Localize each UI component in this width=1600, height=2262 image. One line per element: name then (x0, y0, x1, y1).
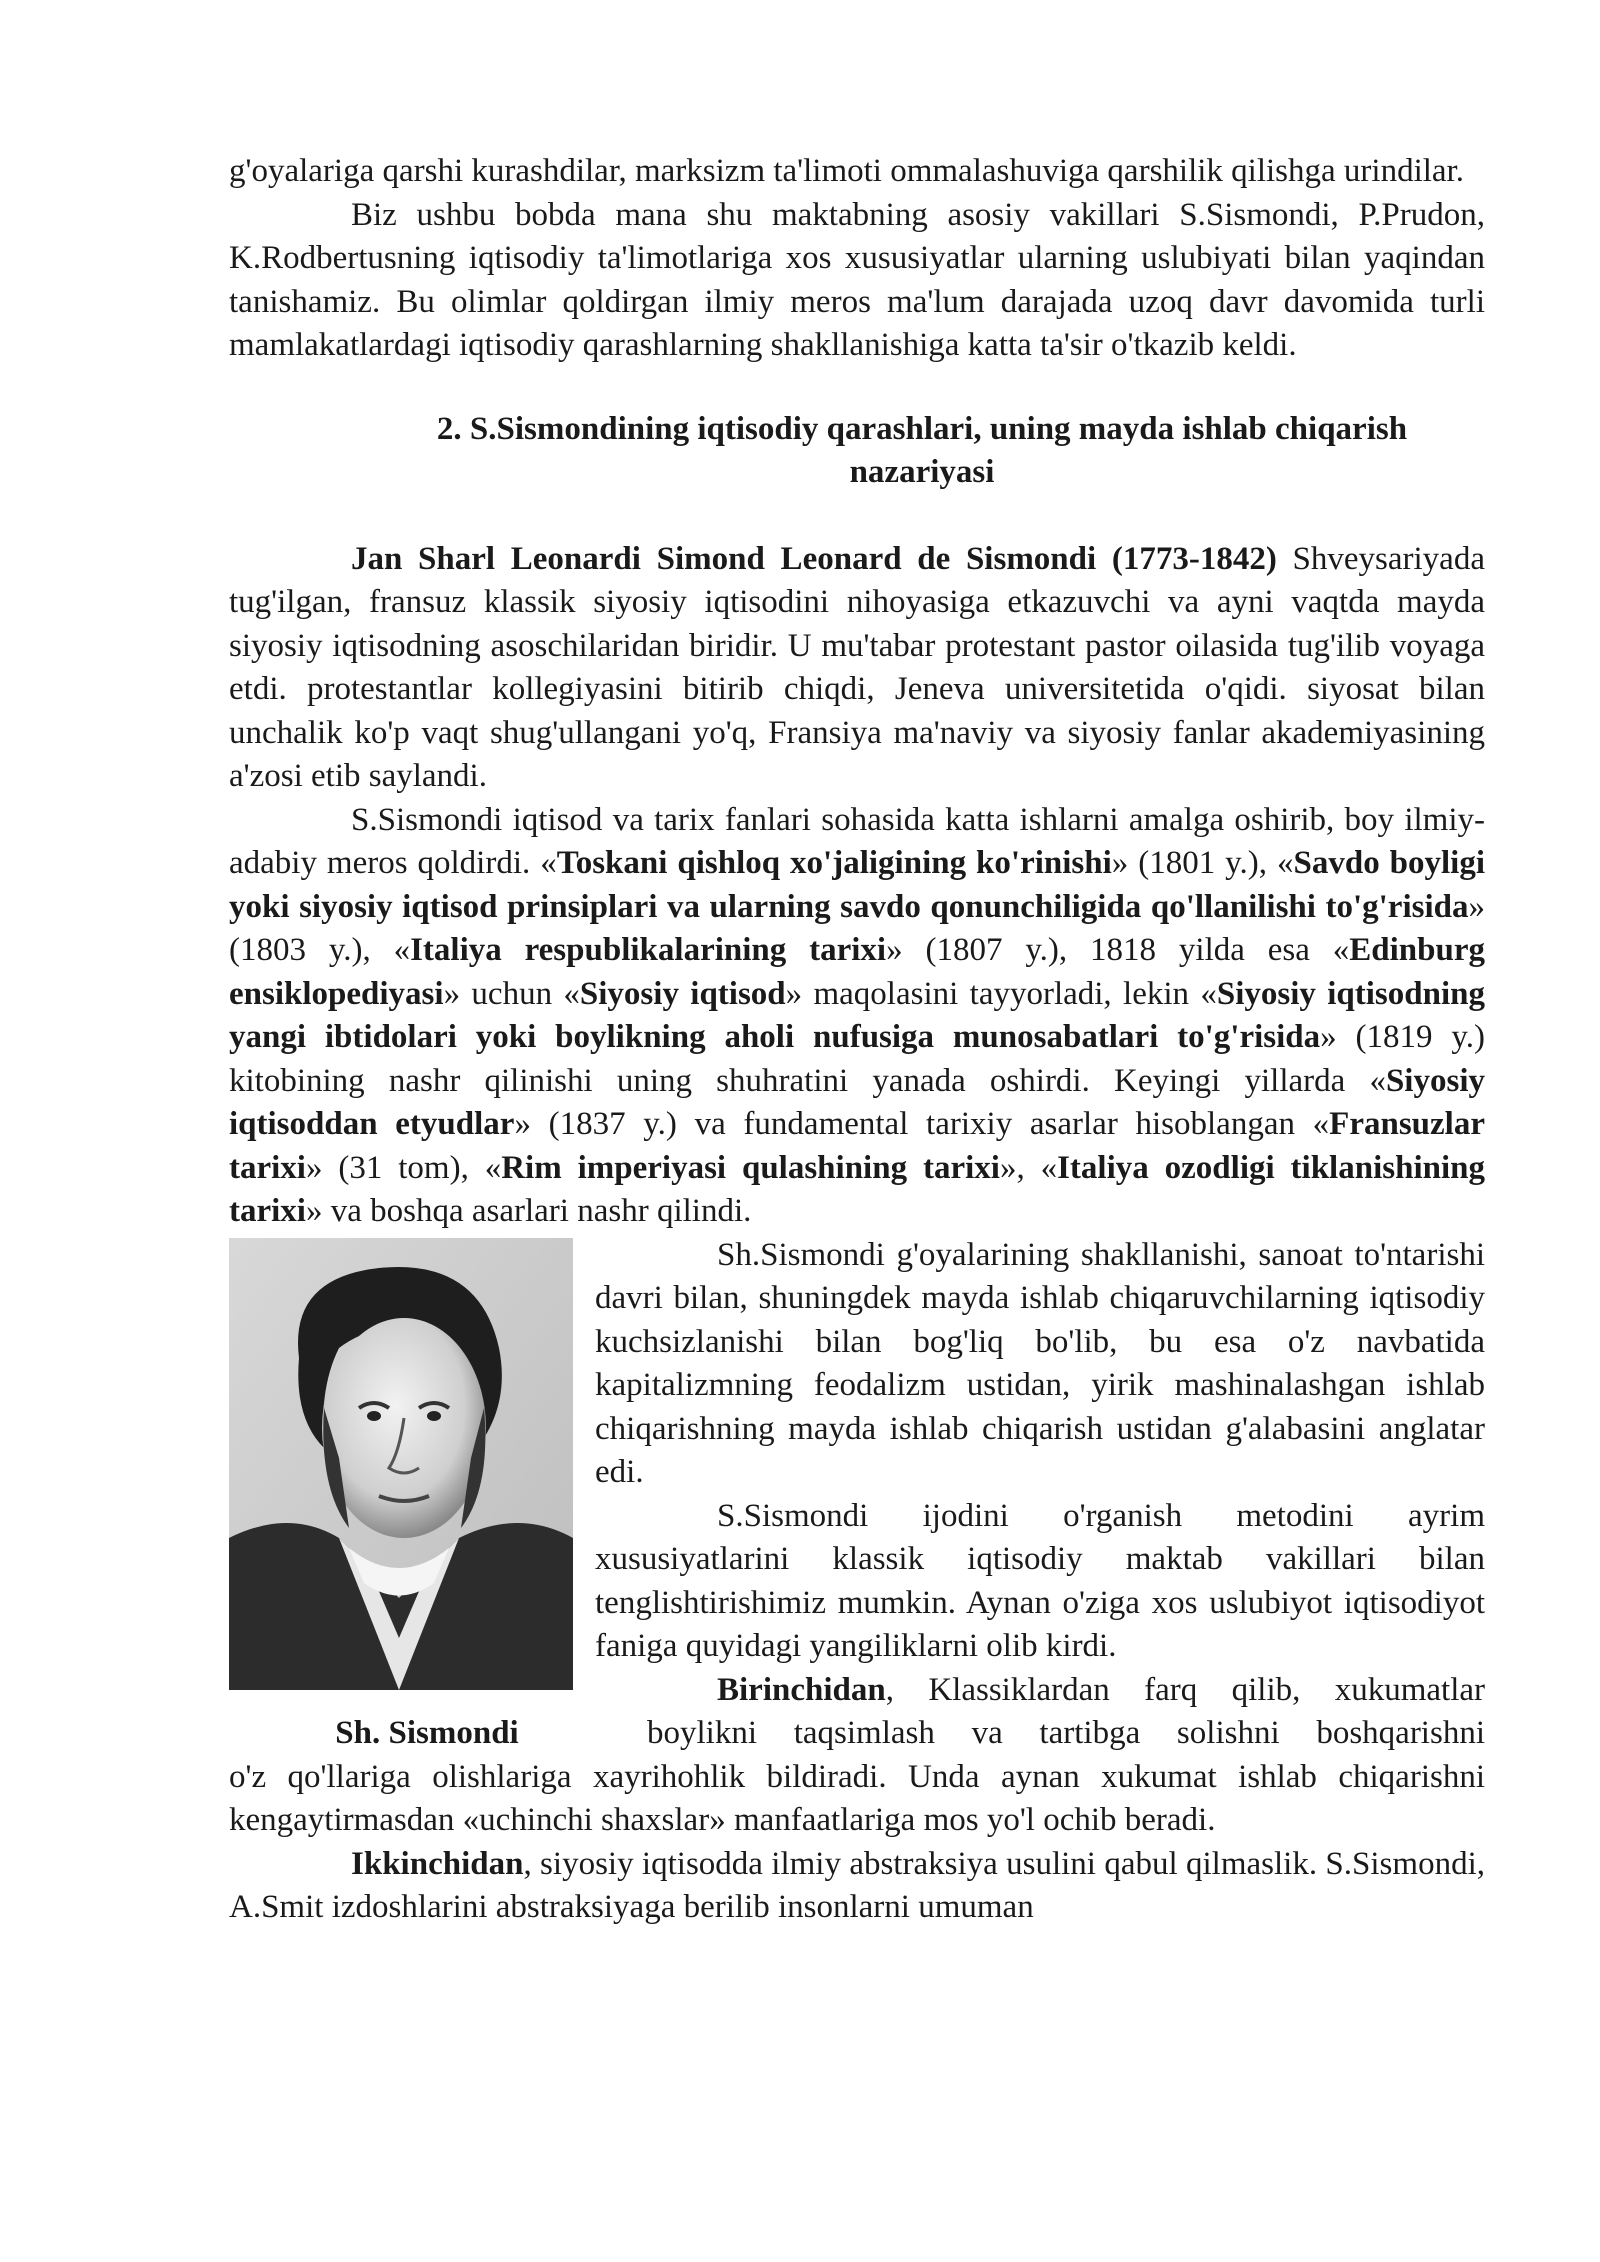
section-heading-line1: 2. S.Sismondining iqtisodiy qarashlari, uning mayda ishlab chiqarish (436, 410, 1408, 447)
paragraph-ideas-formation: Sh.Sismondi g'oyalarining shakllanishi, sanoat to'ntarishi davri bilan, shuningdek mayda ishlab chiqaruvchilarning iqtisodiy kuchsizlanishi bilan bog'liq bo'lib, bu esa o'z navbatida kapitalizmning feodalizm ustidan, yirik mashinalashgan ishlab chiqarishning mayda ishlab chiqarish ustidan g'alabasini anglatar edi. (595, 1236, 1485, 1490)
work-title: Siyosiy iqtisoddan etyudlar (229, 1062, 1485, 1142)
paragraph-first-point-cont: o'z qo'llariga olishlariga xayrihohlik bildiradi. Unda aynan xukumat ishlab chiqarishni kengaytirmasdan «uchinchi shaxslar» manfaatlariga mos yo'l ochib beradi. (229, 1758, 1485, 1838)
second-point-label: Ikkinchidan (351, 1845, 524, 1882)
first-point-continuation: boylikni taqsimlash va tartibga solishni boshqarishni (647, 1715, 1485, 1751)
portrait-image (229, 1238, 573, 1690)
work-title: Fransuzlar tarixi (229, 1106, 1485, 1186)
section-heading-line2: nazariyasi (849, 454, 995, 490)
paragraph-method: S.Sismondi ijodini o'rganish metodini ayrim xususiyatlarini klassik iqtisodiy maktab vakillari bilan tenglishtirishimiz mumkin. Aynan o'ziga xos uslubiyot iqtisodiyot faniga quyidagi yangiliklarni olib kirdi. (595, 1497, 1485, 1664)
document-page (229, 150, 1485, 1930)
work-title: Italiya respublikalarining tarixi (410, 932, 887, 968)
work-title: Savdo boyligi yoki siyosiy iqtisod prinsiplari va ularning savdo qonunchiligida qo'llanilishi to'g'risida (229, 845, 1486, 925)
work-title: Siyosiy iqtisodning yangi ibtidolari yoki boylikning aholi nufusiga munosabatlari to'g'risida (229, 975, 1485, 1055)
paragraph-intro: g'oyalariga qarshi kurashdilar, marksizm ta'limoti ommalashuviga qarshilik qilishga urindilar. (229, 153, 1464, 189)
work-title: Toskani qishloq xo'jaligining ko'rinishi (556, 845, 1112, 881)
caption-line (229, 1712, 1485, 1756)
portrait-caption: Sh. Sismondi (335, 1715, 519, 1751)
paragraph-first-point: Birinchidan, Klassiklardan farq qilib, xukumatlar (717, 1671, 1485, 1708)
work-title: Italiya ozodligi tiklanishining tarixi (229, 1149, 1485, 1229)
portrait-sismondi (229, 1238, 573, 1690)
paragraph-biography (229, 538, 1485, 799)
paragraph-chapter-overview: Biz ushbu bobda mana shu maktabning asosiy vakillari S.Sismondi, P.Prudon, K.Rodbertusning iqtisodiy ta'limotlariga xos xususiyatlar ularning uslubiyati bilan yaqindan tanishamiz. Bu olimlar qoldirgan ilmiy meros ma'lum darajada uzoq davr davomida turli mamlakatlardagi iqtisodiy qarashlarning shakllanishiga katta ta'sir o'tkazib keldi. (229, 196, 1485, 363)
bio-text: Shveysariyada tug'ilgan, fransuz klassik siyosiy iqtisodini nihoyasiga etkazuvchi va ayni vaqtda mayda siyosiy iqtisodning asoschilaridan biridir. U mu'tabar protestant pastor oilasida tug'ilib voyaga etdi. protestantlar kollegiyasini bitirib chiqdi, Jeneva universitetida o'qidi. siyosat bilan unchalik ko'p vaqt shug'ullangani yo'q, Fransiya ma'naviy va siyosiy fanlar akademiyasining a'zosi etib saylandi. (229, 540, 1485, 794)
work-title: Edinburg ensiklopediyasi (229, 932, 1485, 1012)
work-title: Rim imperiyasi qulashining tarixi (501, 1149, 1000, 1186)
first-point-label: Birinchidan (717, 1671, 886, 1708)
bio-name: Jan Sharl Leonardi Simond Leonard de Sismondi (1773-1842) (351, 540, 1277, 577)
section-heading (229, 408, 1485, 495)
paragraph-second-point: Ikkinchidan, siyosiy iqtisodda ilmiy abstraksiya usulini qabul qilmaslik. S.Sismondi, A.Smit izdoshlarini abstraksiyaga berilib insonlarni umuman (229, 1845, 1485, 1925)
work-title: Siyosiy iqtisod (579, 975, 786, 1012)
paragraph-works: S.Sismondi iqtisod va tarix fanlari sohasida katta ishlarni amalga oshirib, boy ilmiy-adabiy meros qoldirdi. «Toskani qishloq xo'jaligining ko'rinishi» (1801 y.), «Savdo boyligi yoki siyosiy iqtisod prinsiplari va ularning savdo qonunchiligida qo'llanilishi to'g'risida» (1803 y.), «Italiya respublikalarining tarixi» (1807 y.), 1818 yilda esa «Edinburg ensiklopediyasi» uchun «Siyosiy iqtisod» maqolasini tayyorladi, lekin «Siyosiy iqtisodning yangi ibtidolari yoki boylikning aholi nufusiga munosabatlari to'g'risida» (1819 y.) kitobining nashr qilinishi uning shuhratini yanada oshirdi. Keyingi yillarda «Siyosiy iqtisoddan etyudlar» (1837 y.) va fundamental tarixiy asarlar hisoblangan «Fransuzlar tarixi» (31 tom), «Rim imperiyasi qulashining tarixi», «Italiya ozodligi tiklanishining tarixi» va boshqa asarlari nashr qilindi. (229, 801, 1486, 1229)
